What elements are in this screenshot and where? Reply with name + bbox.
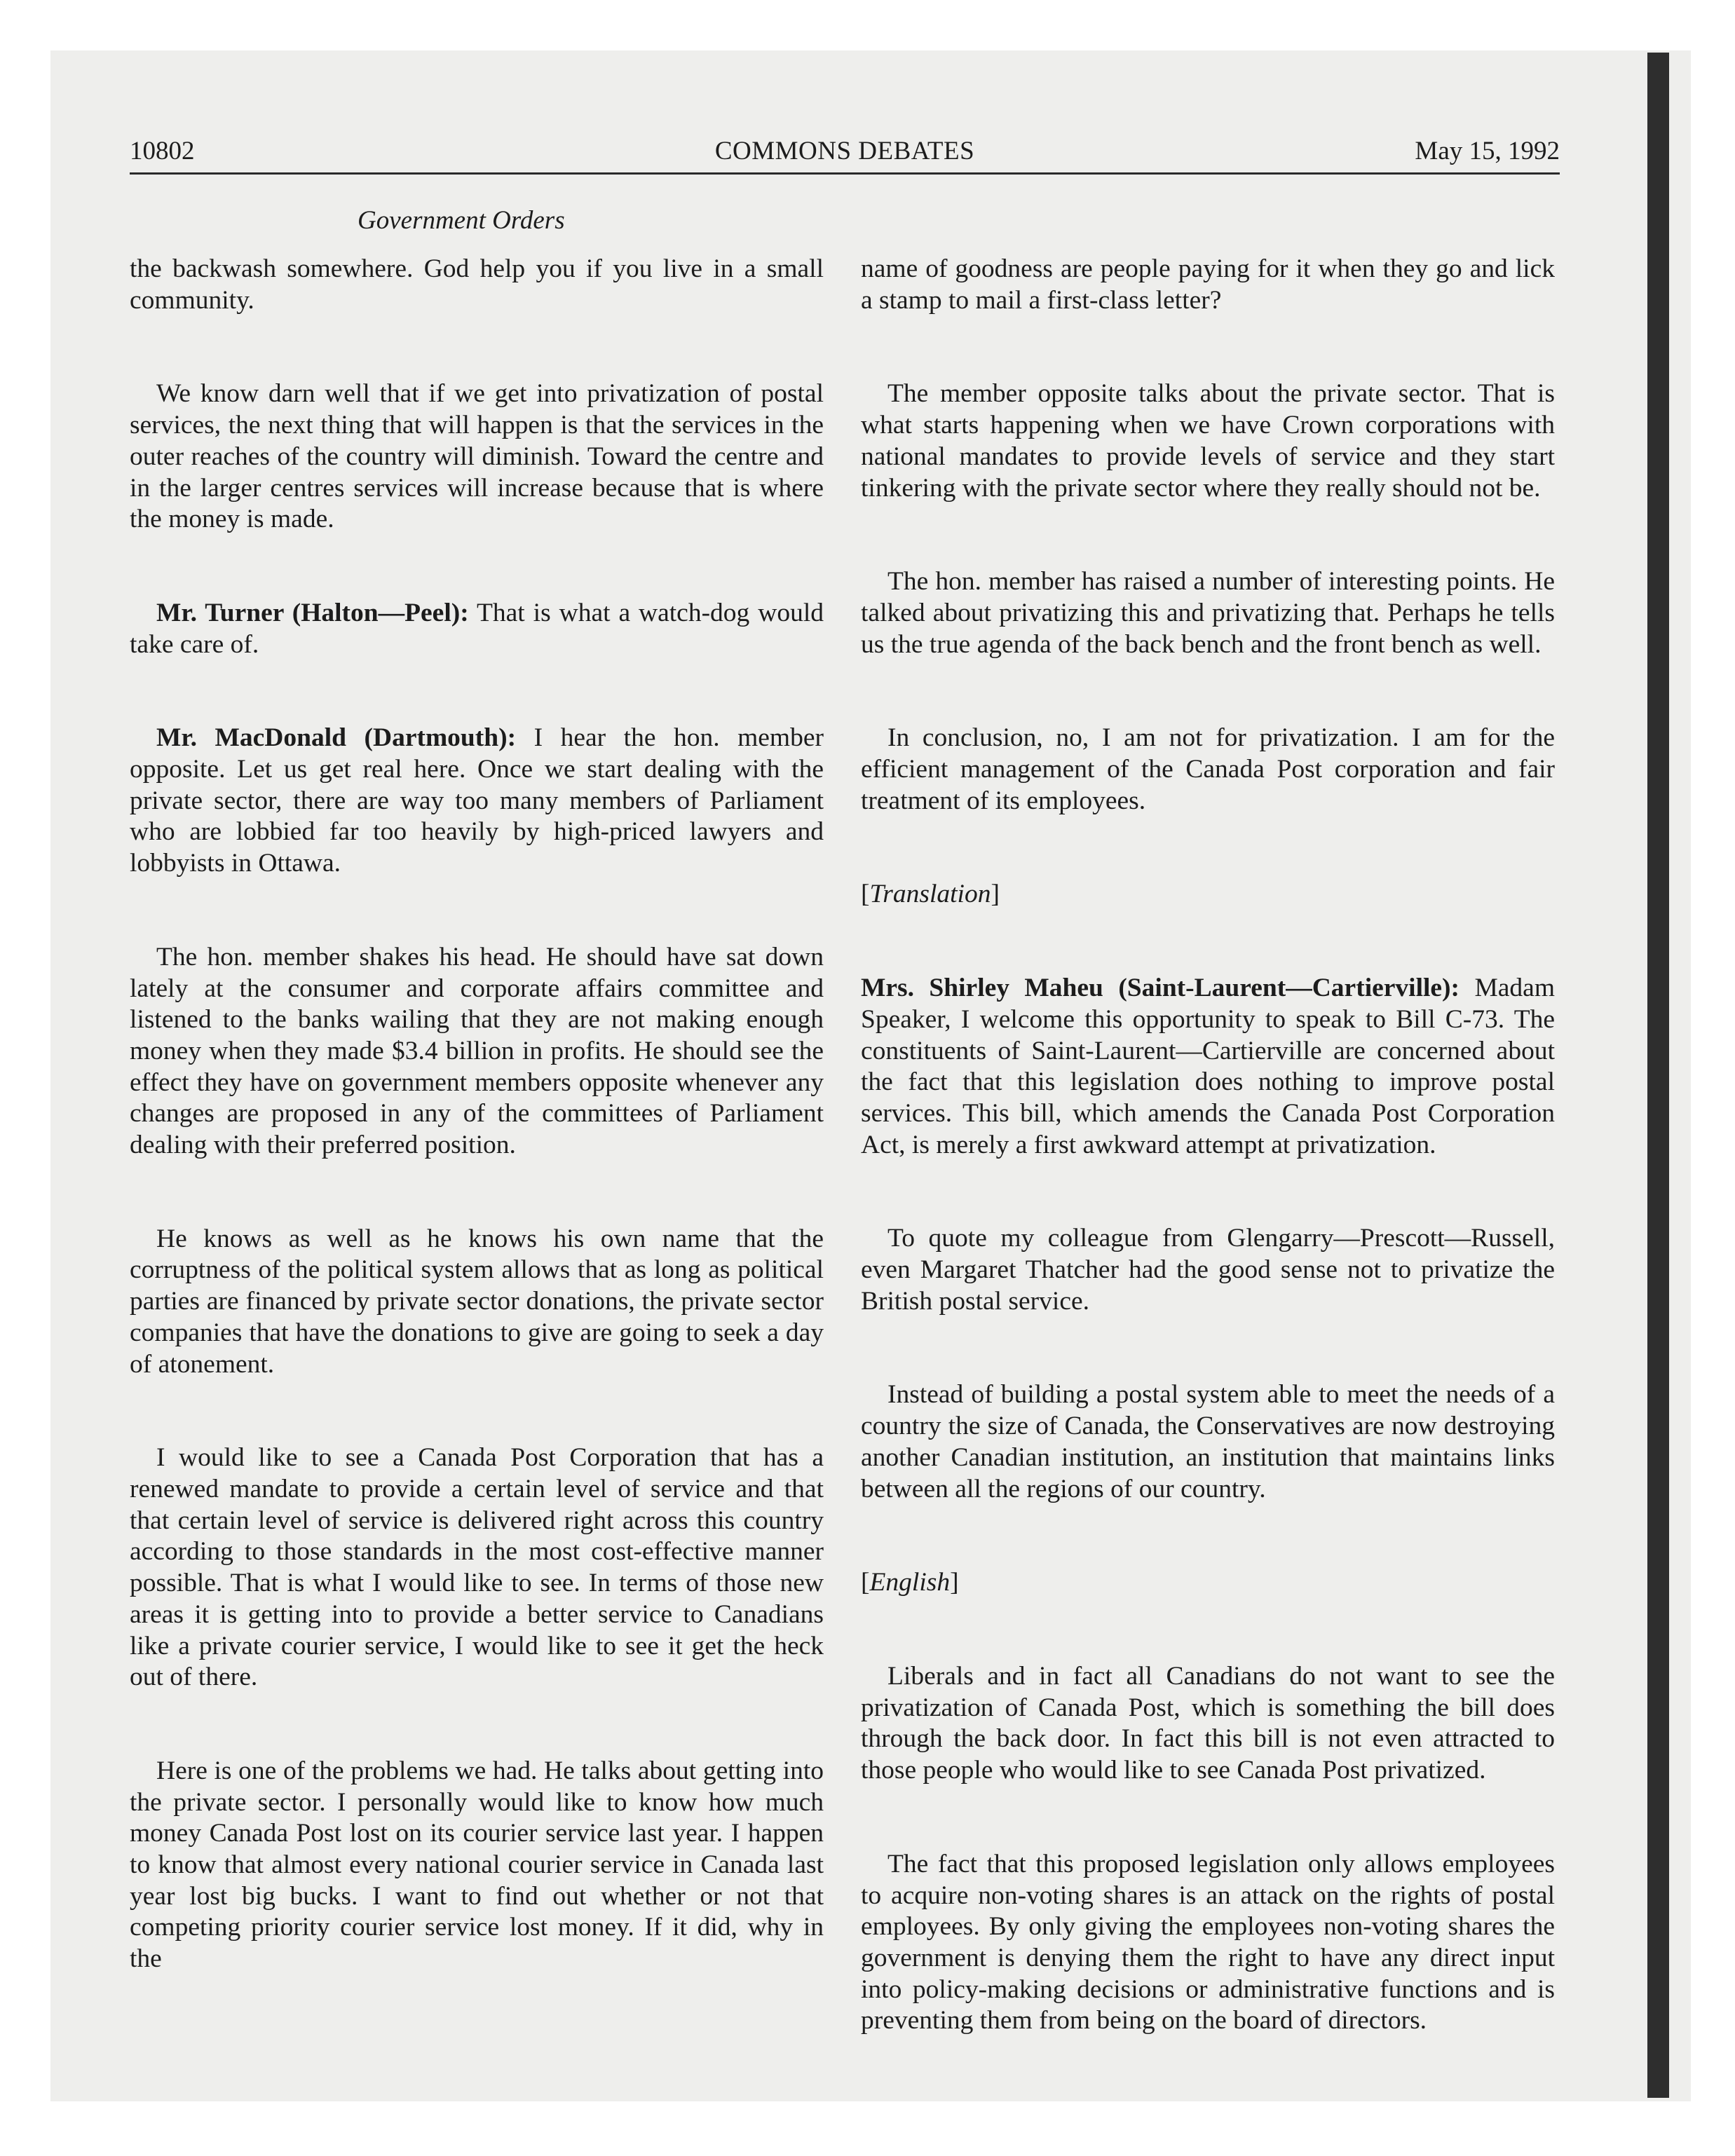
- paragraph: Liberals and in fact all Canadians do not want to see the privatization of Canada Post, which is something the bill does through the back door. In fact this bill is not even attracted to those people who would like to see Canada Post privatized.: [861, 1661, 1555, 1785]
- language-tag-english: [861, 1567, 1555, 1599]
- bracket-open: [: [861, 1568, 870, 1597]
- paragraph: To quote my colleague from Glengarry—Prescott—Russell, even Margaret Thatcher had the good sense not to privatize the British postal service.: [861, 1224, 1555, 1316]
- speech-text: I hear the hon. member opposite. Let us get real here. Once we start dealing with the private sector, there are way too many members of Parliament who are lobbied far too heavily by high-priced lawyers and lobbyists in Ottawa.: [130, 723, 824, 878]
- language-tag-translation: [861, 879, 1555, 910]
- paragraph: the backwash somewhere. God help you if you live in a small community.: [130, 254, 824, 315]
- page-number: 10802: [130, 137, 195, 165]
- paragraph: Here is one of the problems we had. He talks about getting into the private sector. I personally would like to know how much money Canada Post lost on its courier service last year. I happen to know that almost every national courier service in Canada last year lost big bucks. I want to find out whether or not that competing priority courier service lost money. If it did, why in the: [130, 1756, 824, 1974]
- paragraph: The fact that this proposed legislation only allows employees to acquire non-voting shares is an attack on the rights of postal employees. By only giving the employees non-voting shares the government is denying them the right to have any direct input into policy-making decisions or administrative functions and is preventing them from being on the board of directors.: [861, 1849, 1555, 2035]
- header-date: May 15, 1992: [1415, 137, 1560, 165]
- speech-turner: [130, 598, 824, 660]
- scan-edge-shadow: [1647, 53, 1669, 2098]
- bracket-open: [: [861, 880, 870, 909]
- left-column: [130, 254, 824, 2038]
- paragraph: The hon. member has raised a number of interesting points. He talked about privatizing this and privatizing that. Perhaps he tells us the true agenda of the back bench and the front bench as well.: [861, 567, 1555, 659]
- paragraph: We know darn well that if we get into privatization of postal services, the next thing that will happen is that the services in the outer reaches of the country will diminish. Toward the centre and in the larger centres services will increase because that is where the money is made.: [130, 379, 824, 534]
- paragraph: Instead of building a postal system able to meet the needs of a country the size of Canada, the Conservatives are now destroying another Canadian institution, an institution that maintains links between all the regions of our country.: [861, 1380, 1555, 1503]
- paragraph: The member opposite talks about the private sector. That is what starts happening when we have Crown corporations with national mandates to provide levels of service and they start tinkering with the private sector where they really should not be.: [861, 379, 1555, 503]
- paragraph: name of goodness are people paying for it when they go and lick a stamp to mail a first-class letter?: [861, 254, 1555, 315]
- speaker-name: Mr. Turner (Halton—Peel):: [156, 598, 469, 627]
- tag-word: English: [869, 1568, 951, 1597]
- section-heading: Government Orders: [358, 206, 565, 235]
- speech-macdonald: [130, 723, 824, 880]
- speech-text: Madam Speaker, I welcome this opportunity to speak to Bill C-73. The constituents of Saint-Laurent—Cartierville are concerned about the fact that this legislation does nothing to improve postal services. This bill, which amends the Canada Post Corporation Act, is merely a first awkward attempt at privatization.: [861, 974, 1555, 1159]
- bracket-close: ]: [991, 880, 1000, 909]
- paragraph: He knows as well as he knows his own name that the corruptness of the political system allows that as long as political parties are financed by private sector donations, the private sector companies that have the donations to give are going to seek a day of atonement.: [130, 1224, 824, 1379]
- bracket-close: ]: [950, 1568, 959, 1597]
- publication-title: COMMONS DEBATES: [714, 137, 975, 165]
- paragraph: In conclusion, no, I am not for privatization. I am for the efficient management of the Canada Post corporation and fair treatment of its employees.: [861, 723, 1555, 815]
- right-column: [861, 254, 1555, 2099]
- speech-maheu: [861, 973, 1555, 1161]
- tag-word: Translation: [869, 880, 991, 909]
- speaker-name: Mrs. Shirley Maheu (Saint-Laurent—Cartierville):: [861, 974, 1460, 1003]
- speech-text: That is what a watch-dog would take care of.: [130, 598, 824, 659]
- paragraph: The hon. member shakes his head. He should have sat down lately at the consumer and corporate affairs committee and listened to the banks wailing that they are not making enough money when they made $3.4 billion in profits. He should see the effect they have on government members opposite whenever any changes are proposed in any of the committees of Parliament dealing with their preferred position.: [130, 942, 824, 1160]
- header-rule: [130, 172, 1560, 175]
- paragraph: I would like to see a Canada Post Corporation that has a renewed mandate to provide a certain level of service and that that certain level of service is delivered right across this country according to those standards in the most cost-effective manner possible. That is what I would like to see. In terms of those new areas it is getting into to provide a better service to Canadians like a private courier service, I would like to see it get the heck out of there.: [130, 1443, 824, 1692]
- speaker-name: Mr. MacDonald (Dartmouth):: [156, 723, 517, 753]
- running-header: [130, 132, 1560, 171]
